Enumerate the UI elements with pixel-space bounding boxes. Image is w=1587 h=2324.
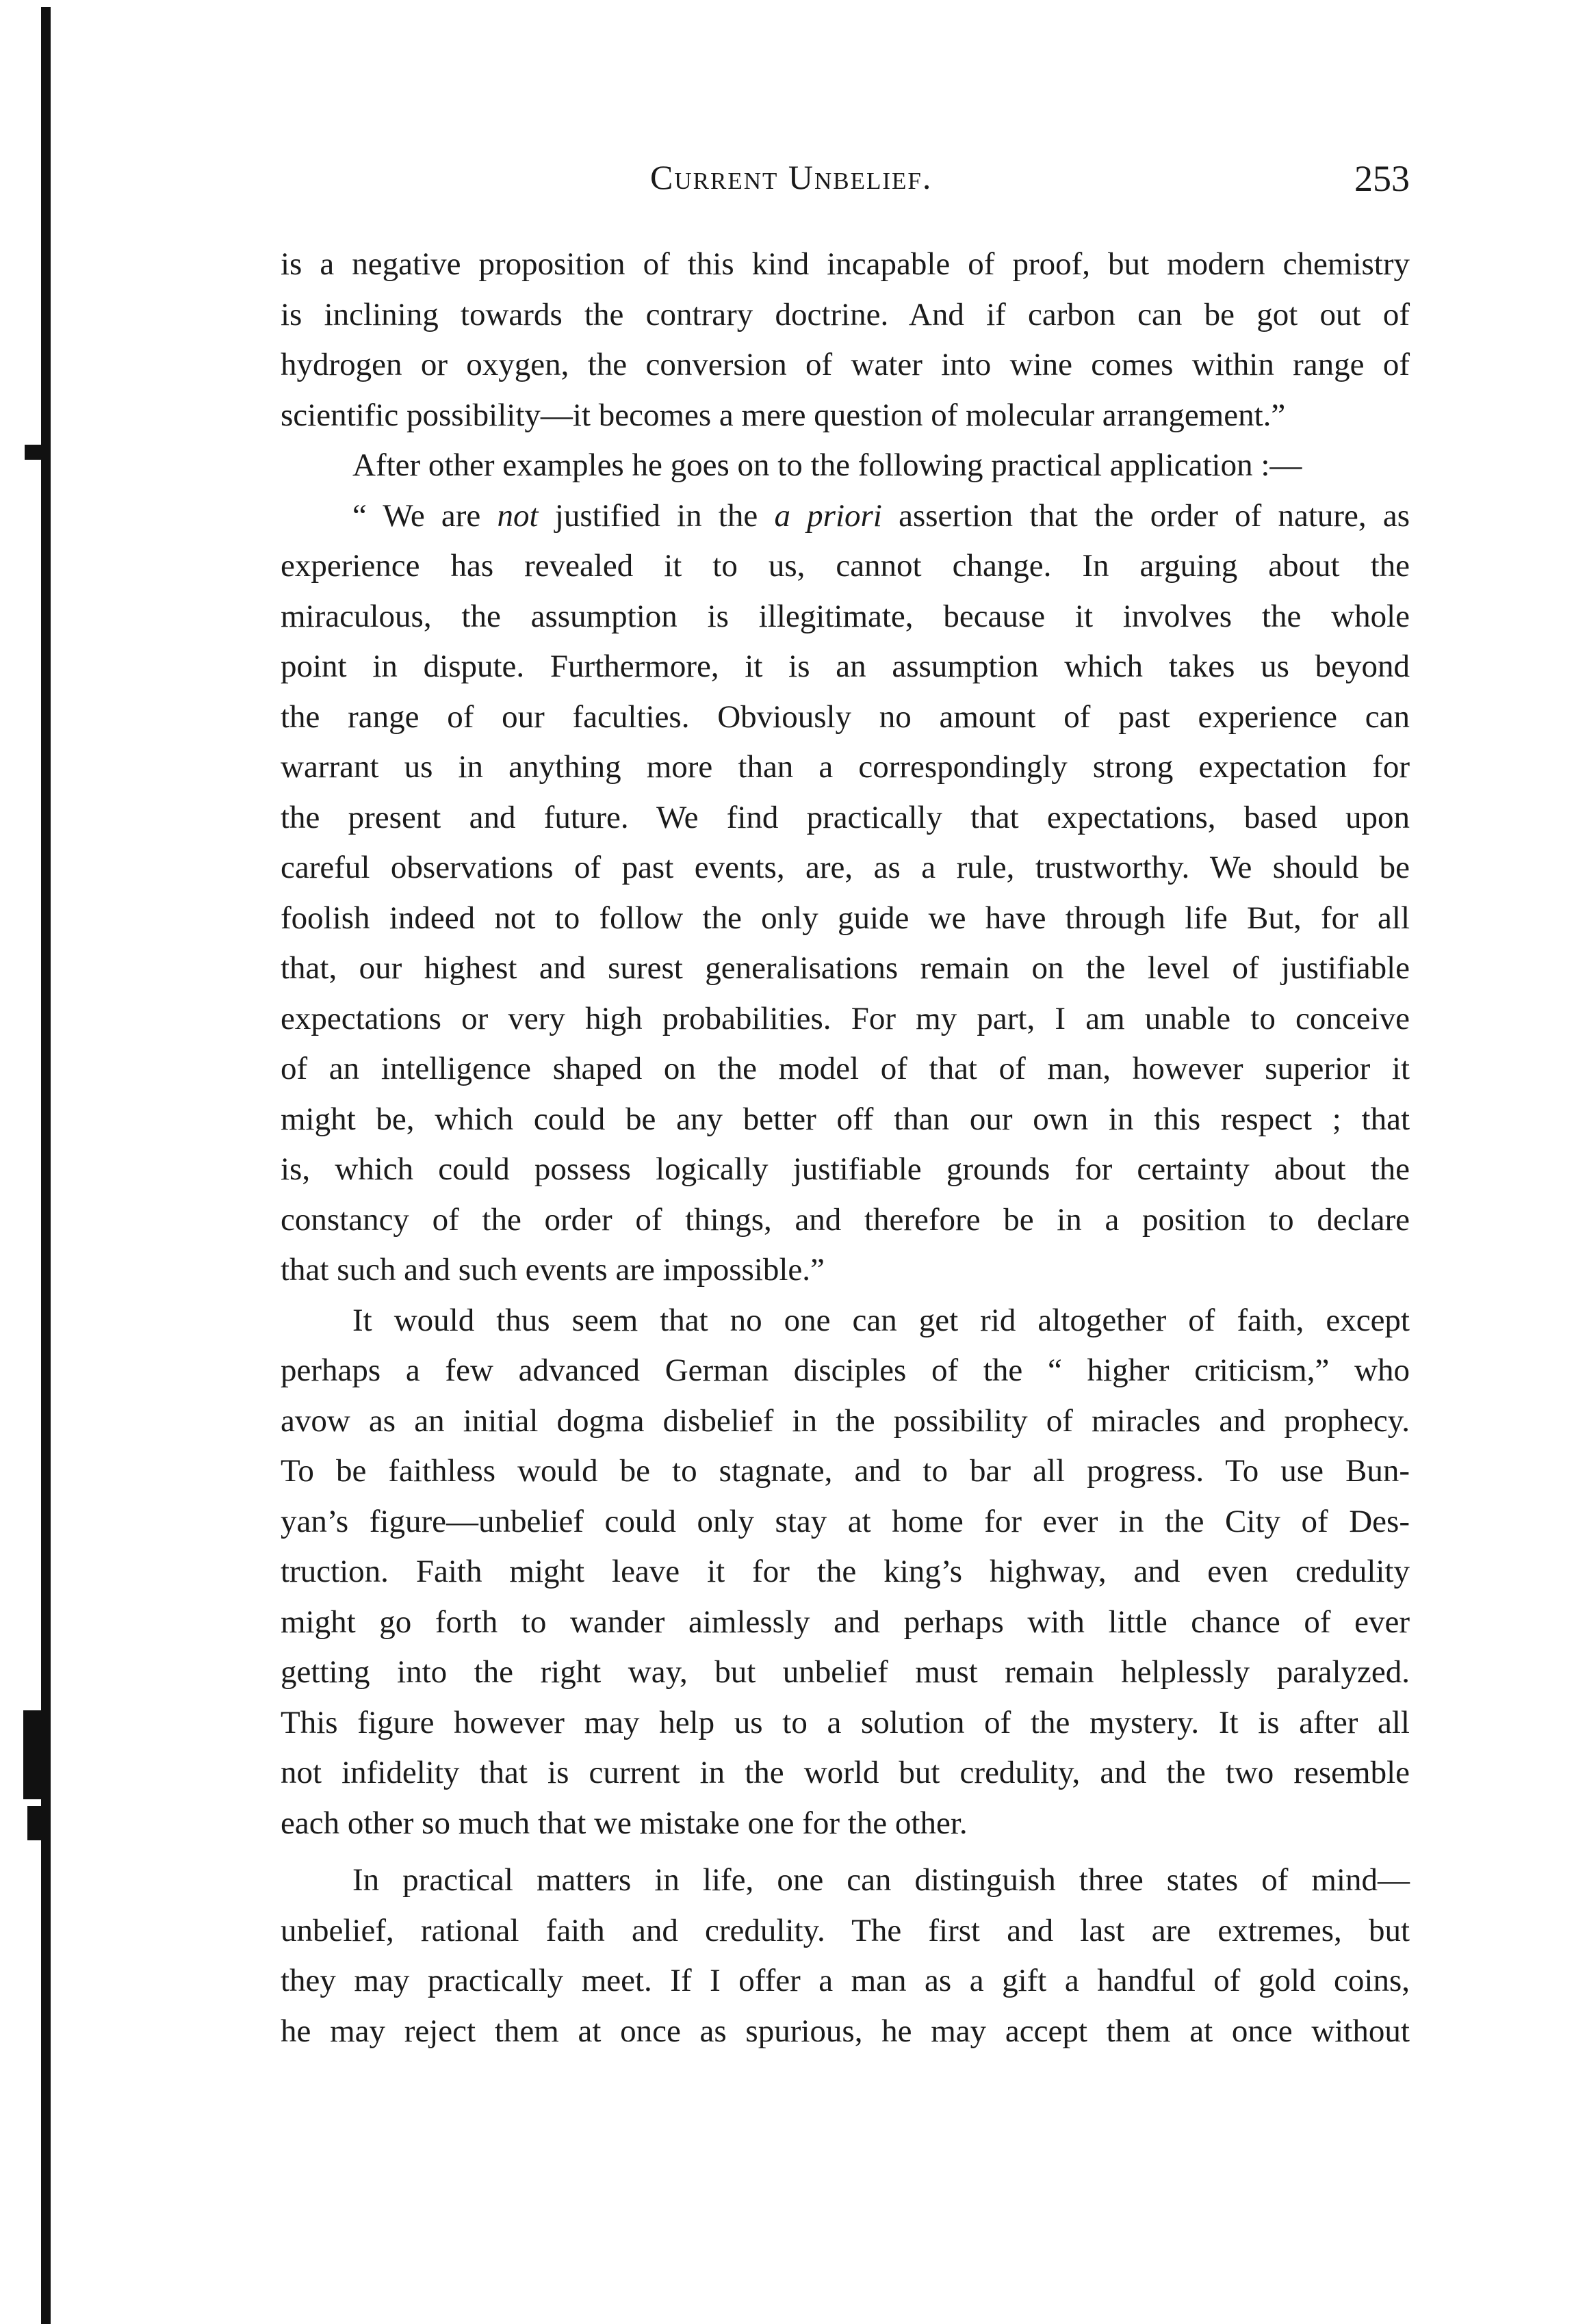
text-line-mixed bbox=[281, 491, 1410, 542]
text-line: expectations or very high probabilities. For my part, I am unable to conceive bbox=[281, 1000, 1410, 1036]
text-line: warrant us in anything more than a correspondingly strong expectation for bbox=[281, 749, 1410, 785]
text-line: not infidelity that is current in the world but credulity, and the two resemble bbox=[281, 1755, 1410, 1790]
text-line: the range of our faculties. Obviously no amount of past experience can bbox=[281, 698, 1410, 735]
text-line: is, which could possess logically justifiable grounds for certainty about the bbox=[281, 1151, 1410, 1187]
binding-mark-1 bbox=[25, 445, 42, 460]
italic-phrase: a priori bbox=[774, 497, 882, 534]
quote-fragment: “ We are bbox=[352, 497, 481, 534]
text-line: that such and such events are impossible.” bbox=[281, 1252, 825, 1288]
binding-mark-2 bbox=[23, 1710, 42, 1799]
text-line: experience has revealed it to us, cannot change. In arguing about the bbox=[281, 548, 1410, 584]
text-line: careful observations of past events, are, as a rule, trustworthy. We should be bbox=[281, 850, 1410, 885]
text-line: might be, which could be any better off than our own in this respect ; that bbox=[281, 1101, 1410, 1137]
text-line: might go forth to wander aimlessly and perhaps with little chance of ever bbox=[281, 1604, 1410, 1640]
text-line: truction. Faith might leave it for the king’s highway, and even credulity bbox=[281, 1554, 1410, 1589]
text-line: perhaps a few advanced German disciples of the “ higher criticism,” who bbox=[281, 1353, 1410, 1388]
text-line: To be faithless would be to stagnate, and to bar all progress. To use Bun- bbox=[281, 1453, 1410, 1489]
text-line: is a negative proposition of this kind incapable of proof, but modern chemistry bbox=[281, 246, 1410, 282]
text-line: of an intelligence shaped on the model of that of man, however superior it bbox=[281, 1051, 1410, 1086]
text-line: It would thus seem that no one can get rid altogether of faith, except bbox=[352, 1302, 1410, 1338]
text-line: scientific possibility—it becomes a mere question of molecular arrangement.” bbox=[281, 397, 1286, 433]
text-line: hydrogen or oxygen, the conversion of water into wine comes within range of bbox=[281, 347, 1410, 382]
text-line: the present and future. We find practically that expectations, based upon bbox=[281, 799, 1410, 835]
text-line: yan’s figure—unbelief could only stay at home for ever in the City of Des- bbox=[281, 1503, 1410, 1539]
text-line: they may practically meet. If I offer a man as a gift a handful of gold coins, bbox=[281, 1963, 1410, 1998]
text-line: This figure however may help us to a solution of the mystery. It is after all bbox=[281, 1704, 1410, 1740]
binding-mark-3 bbox=[27, 1806, 42, 1840]
quote-fragment: assertion that the order of nature, as bbox=[899, 497, 1410, 534]
text-line: point in dispute. Furthermore, it is an assumption which takes us beyond bbox=[281, 649, 1410, 684]
page-binding-edge bbox=[41, 7, 51, 2324]
text-line: he may reject them at once as spurious, he may accept them at once without bbox=[281, 2013, 1410, 2049]
text-line: getting into the right way, but unbelief must remain helplessly paralyzed. bbox=[281, 1654, 1410, 1690]
text-line: In practical matters in life, one can distinguish three states of mind— bbox=[352, 1862, 1410, 1898]
text-line: that, our highest and surest generalisations remain on the level of justifiable bbox=[281, 950, 1410, 986]
text-line: After other examples he goes on to the following practical application :— bbox=[352, 447, 1302, 483]
text-line: avow as an initial dogma disbelief in the possibility of miracles and prophecy. bbox=[281, 1402, 1410, 1439]
quote-fragment: justified in the bbox=[554, 497, 758, 534]
text-line: foolish indeed not to follow the only guide we have through life But, for all bbox=[281, 900, 1410, 936]
text-line: miraculous, the assumption is illegitimate, because it involves the whole bbox=[281, 598, 1410, 634]
body-text bbox=[281, 239, 1410, 2057]
text-line: constancy of the order of things, and therefore be in a position to declare bbox=[281, 1201, 1410, 1238]
text-line: is inclining towards the contrary doctrine. And if carbon can be got out of bbox=[281, 296, 1410, 332]
text-line: unbelief, rational faith and credulity. The first and last are extremes, but bbox=[281, 1912, 1410, 1948]
page-number: 253 bbox=[1354, 158, 1410, 199]
running-header bbox=[281, 157, 1410, 219]
text-line: each other so much that we mistake one for the other. bbox=[281, 1805, 968, 1841]
italic-word: not bbox=[497, 497, 539, 534]
running-title: Current Unbelief. bbox=[650, 158, 933, 196]
